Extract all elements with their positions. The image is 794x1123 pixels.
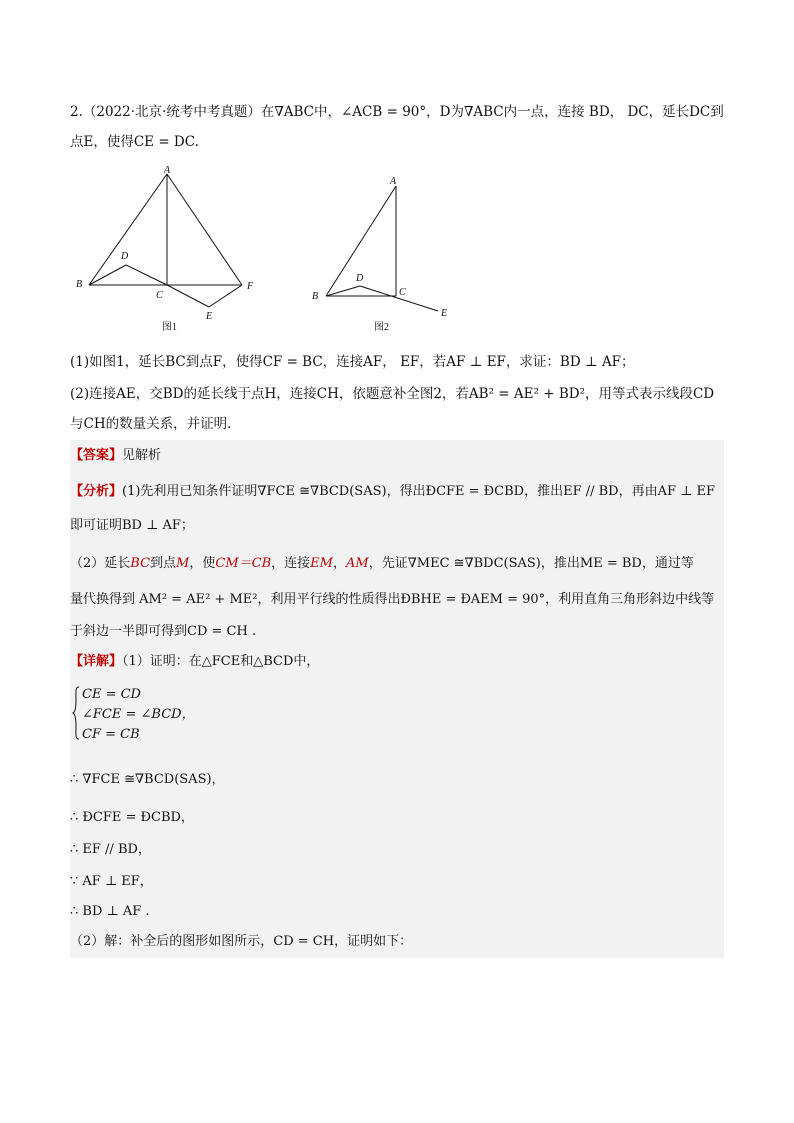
- fig1-label-e: E: [206, 311, 213, 322]
- a3-comma: ，: [332, 556, 346, 571]
- detail-step-3: ∴ EF // BD，: [70, 842, 151, 857]
- answer-line: [70, 446, 161, 466]
- detail-step-4: ∵ AF ⊥ EF，: [70, 874, 153, 889]
- a3-cm: CM＝CB: [215, 556, 272, 571]
- fig2-caption: 图2: [374, 322, 389, 333]
- system-eq-3: CF = CB: [82, 727, 140, 742]
- analysis-line-1: [70, 482, 715, 502]
- detail-line-1: [70, 652, 319, 672]
- question-line-1: 2.（2022·北京·统考中考真题）在∇ABC中，∠ACB = 90°，D为∇ABC内一点，连接 BD， DC，延长DC到: [70, 104, 724, 120]
- analysis-line-3: [70, 554, 694, 574]
- analysis-line-4: 量代换得到 AM² = AE² + ME²，利用平行线的性质得出ÐBHE = ÐAEM = 90°，利用直角三角形斜边中线等: [70, 592, 715, 607]
- a3-bc: BC: [130, 556, 151, 571]
- fig1-label-f: F: [247, 281, 254, 292]
- fig2-label-c: C: [399, 287, 406, 298]
- a3-mid1: 到点: [150, 556, 177, 571]
- a3-am: AM: [345, 556, 369, 571]
- fig1-label-c: C: [156, 290, 163, 301]
- detail-step-2: ∴ ÐCFE = ÐCBD，: [70, 810, 194, 825]
- answer-text: 见解析: [122, 448, 162, 463]
- system-eq-1: CE = CD: [82, 687, 141, 702]
- figure-2: [326, 186, 438, 311]
- analysis-line-5: 于斜边一半即可得到CD = CH .: [70, 624, 257, 639]
- a3-mid2: ，使: [189, 556, 216, 571]
- analysis-tag: 【分析】: [70, 484, 123, 499]
- fig2-label-d: D: [356, 273, 364, 284]
- answer-tag: 【答案】: [70, 448, 123, 463]
- part-2-line-2: 与CH的数量关系，并证明.: [70, 416, 232, 432]
- detail-text-1: （1）证明：在△FCE和△BCD中，: [122, 654, 320, 669]
- left-brace-icon: [72, 686, 80, 740]
- fig1-label-d: D: [121, 251, 129, 262]
- a3-post: ，先证∇MEC ≅∇BDC(SAS)，推出ME = BD，通过等: [368, 556, 694, 571]
- question-line-2: 点E，使得CE = DC.: [70, 134, 199, 150]
- fig2-label-b: B: [312, 291, 319, 302]
- a3-m: M: [176, 556, 190, 571]
- detail-tag: 【详解】: [70, 654, 123, 669]
- part-1: (1)如图1，延长BC到点F，使得CF = BC，连接AF， EF，若AF ⊥ EF，求证：BD ⊥ AF；: [70, 354, 635, 370]
- fig2-label-e: E: [441, 308, 448, 319]
- analysis-line-2: 即可证明BD ⊥ AF；: [70, 518, 194, 533]
- figures: [70, 166, 470, 346]
- detail-part-2: （2）解：补全后的图形如图所示，CD = CH，证明如下：: [70, 934, 413, 949]
- detail-step-5: ∴ BD ⊥ AF .: [70, 904, 150, 919]
- a3-mid3: ，连接: [271, 556, 311, 571]
- fig2-label-a: A: [390, 176, 397, 187]
- analysis-text-1: (1)先利用已知条件证明∇FCE ≅∇BCD(SAS)，得出ÐCFE = ÐCBD，推出EF // BD，再由AF ⊥ EF: [122, 484, 716, 499]
- fig1-label-b: B: [76, 279, 83, 290]
- equation-system: [70, 686, 270, 746]
- system-eq-2: ∠FCE = ∠BCD，: [82, 707, 195, 722]
- a3-em: EM: [310, 556, 333, 571]
- fig1-caption: 图1: [162, 322, 177, 333]
- figure-1: [89, 174, 242, 307]
- fig1-label-a: A: [164, 166, 171, 176]
- a3-pre: （2）延长: [70, 556, 131, 571]
- detail-step-1: ∴ ∇FCE ≅∇BCD(SAS)，: [70, 772, 225, 787]
- part-2-line-1: (2)连接AE，交BD的延长线于点H，连接CH，依题意补全图2，若AB² = AE² + BD²，用等式表示线段CD: [70, 386, 715, 402]
